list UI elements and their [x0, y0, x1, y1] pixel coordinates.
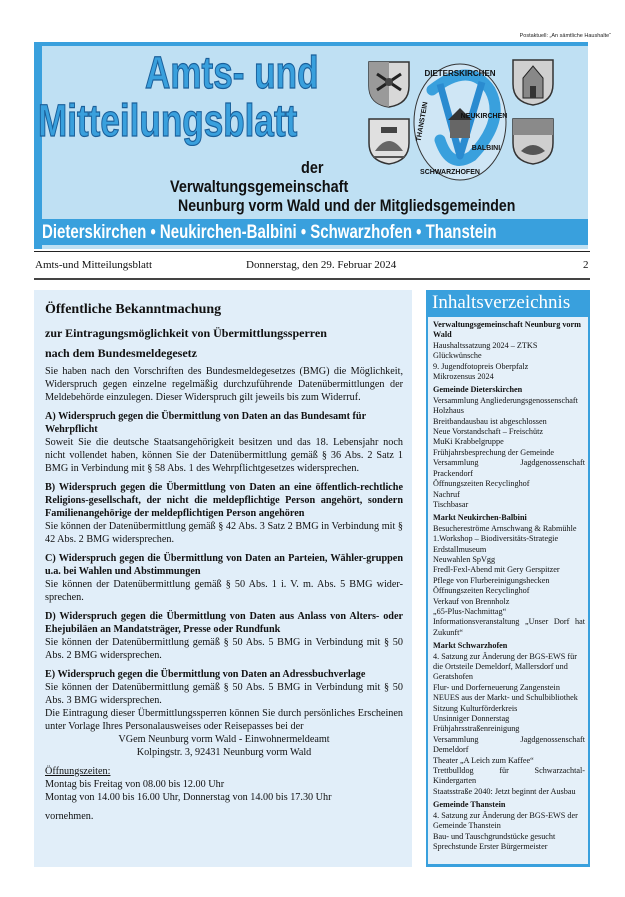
coat-of-arms-thanstein-icon — [367, 117, 411, 165]
masthead-der: der — [301, 158, 324, 177]
section-a-text: Soweit Sie die deutsche Staatsangehörigkeit besitzen und das 18. Lebensjahr noch nicht vollendet haben, können Sie der Datenübermittlung gemäß § 36 Abs. 2 Satz 1 BMG in Verbindung mit § 58 Abs. 1 des Wehrpflichtgesetzes widersprechen. — [45, 437, 403, 474]
toc-item: Frühjahrsstraßenreinigung — [433, 724, 520, 734]
logo-text-thanstein: THANSTEIN — [415, 101, 430, 143]
toc-item: Versammlung Angliederungsgenossenschaft Holzhaus — [433, 395, 578, 416]
toc-item: Öffnungszeiten Recyclinghof — [433, 586, 530, 596]
toc-item: Öffnungszeiten Recyclinghof — [433, 479, 530, 489]
toc-item: 4. Satzung zur Änderung der BGS-EWS der Gemeinde Thanstein — [433, 810, 578, 831]
toc-item-part: für — [499, 766, 509, 776]
hours-line-1: Montag bis Freitag von 08.00 bis 12.00 Uhr — [45, 779, 225, 790]
article-subtitle-2: nach dem Bundesmeldegesetz — [45, 346, 197, 360]
toc-item: MuKi Krabbelgruppe — [433, 437, 504, 447]
toc-group-vgem: Verwaltungsgemeinschaft Neunburg vorm Wald — [433, 320, 581, 340]
toc-item: Prackendorf — [433, 468, 474, 478]
toc-item: Fredl-Fexl-Abend mit Gery Gerspitzer — [433, 565, 560, 575]
toc-group-neukirchen: Markt Neukirchen-Balbini — [433, 513, 527, 523]
hours-label: Öffnungszeiten: — [45, 766, 111, 777]
toc-item: Frühjahrsbesprechung der Gemeinde — [433, 447, 554, 457]
toc-item: Mikrozensus 2024 — [433, 372, 494, 382]
toc-item: Erdstallmuseum — [433, 544, 487, 554]
section-b-text: Sie können der Datenübermittlung gemäß § 42 Abs. 3 Satz 2 BMG in Verbindung mit § 42 Abs. 2 BMG widersprechen. — [45, 521, 403, 545]
masthead-subtitle-1: Verwaltungsgemeinschaft — [170, 177, 349, 196]
masthead-title-line1: Amts- und — [145, 47, 319, 98]
coat-of-arms-schwarzhofen-icon — [511, 117, 555, 165]
toc-item: Kindergarten — [433, 776, 477, 786]
toc-item: Pflege von Flurbereinigungshecken — [433, 575, 550, 585]
toc-item: Nachruf — [433, 489, 460, 499]
hours-line-2: Montag von 14.00 bis 16.00 Uhr, Donnerstag von 14.00 bis 17.30 Uhr — [45, 792, 332, 803]
logo-text-balbini: BALBINI — [471, 145, 501, 152]
toc-item: Sitzung Kulturförderkreis — [433, 703, 518, 713]
toc-item: Informationsveranstaltung „Unser Dorf hat Zukunft“ — [433, 617, 585, 637]
toc-item: Besuchereströme Arnschwang & Rabmühle — [433, 523, 577, 533]
office-address: Kolpingstr. 3, 92431 Neunburg vorm Wald — [136, 747, 312, 758]
header-page-number: 2 — [583, 259, 589, 271]
logo-text-neukirchen: NEUKIRCHEN — [460, 113, 508, 120]
section-e-text: Sie können der Datenübermittlung gemäß § 50 Abs. 5 BMG in Verbindung mit § 50 Abs. 3 BMG widersprechen. — [45, 682, 403, 706]
vgem-logo-icon — [410, 60, 510, 184]
toc-item — [433, 735, 585, 745]
coat-of-arms-neukirchen-icon — [511, 58, 555, 106]
section-e-heading: E) Widerspruch gegen die Übermittlung von Daten an Adressbuchverlage — [45, 669, 366, 680]
header-divider — [34, 278, 590, 280]
header-rule — [34, 251, 590, 252]
toc-item-part: Trettbulldog — [433, 766, 474, 776]
toc-group-schwarzhofen: Markt Schwarzhofen — [433, 641, 508, 651]
toc-item — [433, 458, 585, 468]
masthead-subtitle-2: Neunburg vorm Wald und der Mitgliedsgemeinden — [178, 196, 516, 215]
toc-item: Haushaltssatzung 2024 – ZTKS — [433, 340, 538, 350]
section-d-heading: D) Widerspruch gegen die Übermittlung von Daten aus Anlass von Alters- oder Ehejubiläen an Mandatsträger, Presse oder Rundfunk — [45, 611, 403, 635]
toc-item: 9. Jugendfotopreis Oberpfalz — [433, 361, 529, 371]
toc-item-part: Versammlung — [433, 458, 479, 468]
toc-item — [433, 766, 585, 776]
section-a-heading: A) Widerspruch gegen die Übermittlung von Daten an das Bundesamt für Wehrpflicht — [45, 411, 366, 435]
toc-list — [433, 320, 585, 852]
section-b-heading: B) Widerspruch gegen die Übermittlung von Daten an eine öffentlich-rechtliche Religions-gesellschaft, der nicht die meldepflichtige Person angehört, sondern Familienangehörige der meldepflichtigen Person angehören — [45, 482, 403, 519]
postal-note: Postaktuell: „An sämtliche Haushalte“ — [519, 33, 611, 39]
section-d-text: Sie können der Datenübermittlung gemäß § 50 Abs. 5 BMG in Verbindung mit § 50 Abs. 2 BMG widersprechen. — [45, 637, 403, 661]
municipalities-bar — [34, 219, 588, 245]
coat-of-arms-dieterskirchen-icon — [367, 60, 411, 108]
toc-item: Neue Vorstandschaft – Freischütz — [433, 427, 543, 437]
toc-item: Tischbasar — [433, 499, 469, 509]
toc-item: „65-Plus-Nachmittag“ — [433, 606, 507, 616]
toc-item: 4. Satzung zur Änderung der BGS-EWS für die Ortsteile Demeldorf, Mallersdorf und Geratshofen — [433, 651, 577, 682]
toc-item: Neuwahlen SpVgg — [433, 554, 496, 564]
toc-item-part: Jagdgenossenschaft — [520, 734, 585, 744]
toc-item: Sprechstunde Erster Bürgermeister — [433, 841, 548, 851]
toc-item-part: Versammlung — [433, 734, 479, 744]
toc-group-dieterskirchen: Gemeinde Dieterskirchen — [433, 385, 523, 395]
toc-item: 1.Workshop – Biodiversitäts-Strategie — [433, 534, 559, 544]
closing-text-2: vornehmen. — [45, 811, 94, 822]
municipalities-text: Dieterskirchen • Neukirchen-Balbini • Schwarzhofen • Thanstein — [42, 222, 497, 243]
toc-group-thanstein: Gemeinde Thanstein — [433, 800, 506, 810]
toc-item: Staatsstraße 2040: Jetzt beginnt der Ausbau — [433, 786, 576, 796]
article-title: Öffentliche Bekanntmachung — [45, 302, 222, 317]
toc-item: Flur- und Dorferneuerung Zangenstein — [433, 682, 560, 692]
toc-item: NEUES aus der Markt- und Schulbibliothek — [433, 693, 578, 703]
toc-item-part: Schwarzachtal- — [534, 766, 585, 776]
closing-text: Die Eintragung dieser Übermittlungssperren können Sie durch persönliches Erscheinen unter Vorlage Ihres Personalausweises oder Reisepasses bei der — [45, 708, 403, 732]
toc-title: Inhaltsverzeichnis — [432, 292, 571, 313]
logo-text-schwarzhofen: SCHWARZHOFEN — [420, 169, 480, 176]
toc-item: Theater „A Leich zum Kaffee“ — [433, 755, 534, 765]
toc-item: Unsinniger Donnerstag — [433, 714, 510, 724]
header-date: Donnerstag, den 29. Februar 2024 — [246, 259, 397, 271]
toc-item: Breitbandausbau ist abgeschlossen — [433, 416, 547, 426]
logo-text-dieterskirchen: DIETERSKIRCHEN — [424, 69, 496, 78]
section-c-heading: C) Widerspruch gegen die Übermittlung von Daten an Parteien, Wähler-gruppen u.a. bei Wahlen und Abstimmungen — [45, 553, 403, 577]
office-name: VGem Neunburg vorm Wald - Einwohnermeldeamt — [118, 734, 330, 745]
toc-item: Glückwünsche — [433, 351, 482, 361]
main-article — [45, 300, 403, 823]
toc-item-part: Jagdgenossenschaft — [520, 458, 585, 468]
article-subtitle-1: zur Eintragungsmöglichkeit von Übermittlungssperren — [45, 326, 327, 340]
header-publication: Amts-und Mitteilungsblatt — [35, 259, 153, 271]
masthead-title-line2: Mitteilungsblatt — [38, 95, 298, 146]
toc-item: Verkauf von Brennholz — [433, 596, 510, 606]
toc-item: Bau- und Tauschgrundstücke gesucht — [433, 831, 556, 841]
section-c-text: Sie können der Datenübermittlung gemäß § 50 Abs. 1 i. V. m. Abs. 5 BMG wider-sprechen. — [45, 579, 403, 603]
article-intro: Sie haben nach den Vorschriften des Bundesmeldegesetzes (BMG) die Möglichkeit, Widerspruch gegen einzelne regelmäßig durchzuführende Datenübermittlungen der Meldebehörde einzulegen. Dieser Widerspruch gilt jeweils bis zum Widerruf. — [45, 366, 403, 403]
toc-item: Demeldorf — [433, 745, 469, 755]
